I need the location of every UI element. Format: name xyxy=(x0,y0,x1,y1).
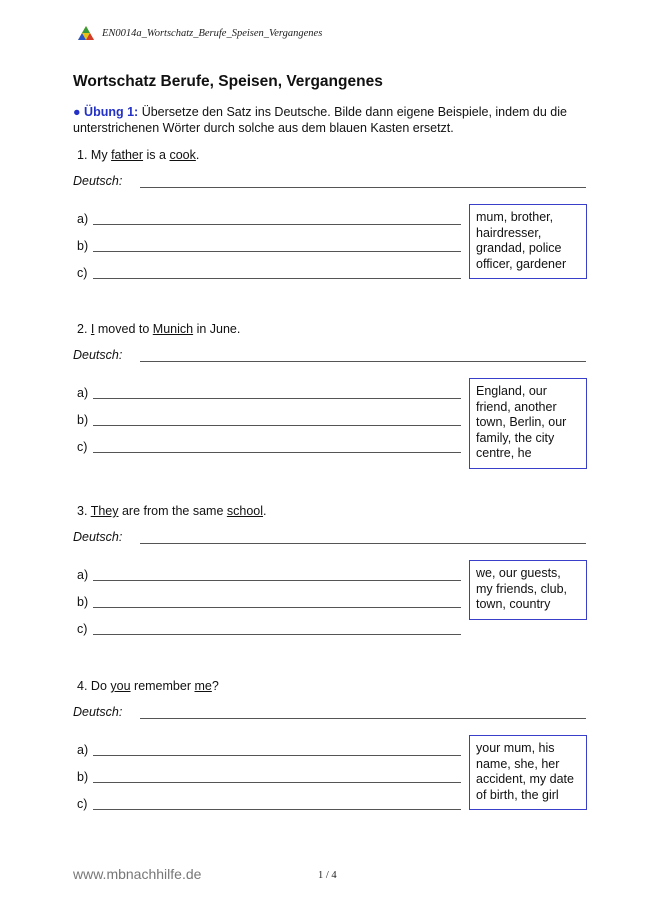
answer-line[interactable] xyxy=(93,251,461,252)
vocabulary-box: we, our guests, my friends, club, town, country xyxy=(469,560,587,620)
page-title: Wortschatz Berufe, Speisen, Vergangenes xyxy=(73,73,383,90)
sentence-text: is a xyxy=(146,148,166,162)
answer-line[interactable] xyxy=(93,278,461,279)
sentence-text: . xyxy=(195,148,200,162)
answer-label: a) xyxy=(77,212,89,226)
vocabulary-box: England, our friend, another town, Berlin, our family, the city centre, he xyxy=(469,378,587,469)
underlined-word: They xyxy=(90,504,119,518)
bullet-icon: ● xyxy=(73,105,81,119)
answer-label: c) xyxy=(77,622,88,636)
sentence-text: My xyxy=(90,148,108,162)
instructions xyxy=(73,104,588,136)
translation-line[interactable] xyxy=(140,718,586,719)
sentence-text: in June. xyxy=(196,322,241,336)
answer-line[interactable] xyxy=(93,755,461,756)
exercise-sentence xyxy=(77,504,267,518)
answer-line[interactable] xyxy=(93,607,461,608)
page-header xyxy=(78,26,322,40)
translation-line[interactable] xyxy=(140,543,586,544)
page-number: 1 / 4 xyxy=(318,870,337,881)
deutsch-label: Deutsch: xyxy=(73,705,123,719)
answer-line[interactable] xyxy=(93,398,461,399)
answer-label: a) xyxy=(77,386,89,400)
answer-label: c) xyxy=(77,440,88,454)
footer-url: www.mbnachhilfe.de xyxy=(73,866,202,882)
underlined-word: you xyxy=(110,679,131,693)
deutsch-label: Deutsch: xyxy=(73,348,123,362)
answer-line[interactable] xyxy=(93,580,461,581)
answer-label: b) xyxy=(77,770,89,784)
underlined-word: cook xyxy=(169,148,196,162)
vocabulary-box: mum, brother, hairdresser, grandad, police officer, gardener xyxy=(469,204,587,279)
translation-line[interactable] xyxy=(140,187,586,188)
logo-icon xyxy=(78,26,94,40)
answer-line[interactable] xyxy=(93,452,461,453)
answer-label: b) xyxy=(77,413,89,427)
exercise-number: 4. xyxy=(77,679,88,693)
answer-line[interactable] xyxy=(93,782,461,783)
exercise-number: 2. xyxy=(77,322,88,336)
exercise-sentence xyxy=(77,148,199,162)
underlined-word: I xyxy=(90,322,95,336)
document-id: EN0014a_Wortschatz_Berufe_Speisen_Vergangenes xyxy=(102,27,323,39)
sentence-text: ? xyxy=(211,679,219,693)
deutsch-label: Deutsch: xyxy=(73,174,123,188)
answer-line[interactable] xyxy=(93,224,461,225)
answer-label: a) xyxy=(77,743,89,757)
answer-label: c) xyxy=(77,797,88,811)
vocabulary-box: your mum, his name, she, her accident, my date of birth, the girl xyxy=(469,735,587,810)
answer-line[interactable] xyxy=(93,425,461,426)
sentence-text: . xyxy=(263,504,267,518)
answer-line[interactable] xyxy=(93,634,461,635)
sentence-text: moved to xyxy=(97,322,150,336)
exercise-sentence xyxy=(77,679,219,693)
sentence-text: are from the same xyxy=(121,504,224,518)
underlined-word: father xyxy=(111,148,144,162)
exercise-sentence xyxy=(77,322,240,336)
answer-label: a) xyxy=(77,568,89,582)
underlined-word: me xyxy=(194,679,212,693)
underlined-word: Munich xyxy=(152,322,194,336)
exercise-number: 3. xyxy=(77,504,88,518)
instruction-text: Übersetze den Satz ins Deutsche. Bilde dann eigene Beispiele, indem du die unterstrichenen Wörter durch solche aus dem blauen Kasten ersetzt. xyxy=(73,105,567,135)
deutsch-label: Deutsch: xyxy=(73,530,123,544)
exercise-number: 1. xyxy=(77,148,88,162)
answer-label: b) xyxy=(77,595,89,609)
underlined-word: school xyxy=(226,504,264,518)
translation-line[interactable] xyxy=(140,361,586,362)
sentence-text: Do xyxy=(90,679,107,693)
answer-label: c) xyxy=(77,266,88,280)
answer-line[interactable] xyxy=(93,809,461,810)
sentence-text: remember xyxy=(134,679,191,693)
exercise-label: Übung 1: xyxy=(84,105,139,119)
answer-label: b) xyxy=(77,239,89,253)
